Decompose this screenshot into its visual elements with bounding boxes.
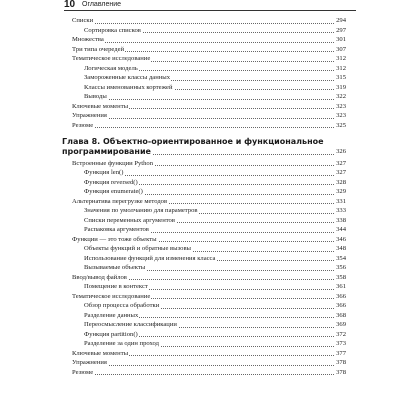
leader-dots	[72, 365, 346, 366]
toc-entry-title: Распаковка аргументов	[84, 226, 149, 233]
toc-entry-title: Резюме	[72, 121, 94, 129]
toc-entry-page: 323	[336, 102, 346, 110]
toc-entry-title: Объекты функций и обратные вызовы	[84, 245, 191, 252]
toc-entry-title: Функция enumerate()	[84, 188, 143, 195]
toc-entry-title: Значения по умолчанию для параметров	[84, 207, 198, 214]
toc-entry[interactable]	[72, 187, 346, 197]
toc-entry[interactable]	[72, 235, 346, 245]
toc-entry-title: Функция len()	[84, 169, 124, 176]
toc-entry[interactable]	[72, 311, 346, 321]
toc-entry-page: 338	[336, 216, 346, 224]
toc-entry-page: 361	[336, 283, 346, 290]
toc-entry-page: 327	[336, 169, 346, 176]
toc-entry-page: 348	[336, 245, 346, 252]
toc-entry-title: Функции — это тоже объекты	[72, 235, 157, 243]
toc-entry-title: Ключевые моменты	[72, 349, 129, 357]
toc-entry[interactable]	[72, 26, 346, 36]
toc-entry[interactable]	[72, 16, 346, 26]
toc-entry-title: Сортировка списков	[84, 26, 141, 34]
toc-entry-title: Использование функций для изменения класса	[84, 254, 216, 262]
toc-entry-title: Обзор процесса обработки	[84, 302, 160, 309]
chapter-page: 326	[336, 148, 346, 155]
toc-entry-page: 377	[336, 349, 346, 357]
toc-entry[interactable]	[72, 216, 346, 226]
leader-dots	[72, 374, 346, 375]
toc-entry[interactable]	[72, 254, 346, 264]
toc-entry[interactable]	[72, 301, 346, 311]
toc-entry[interactable]	[72, 206, 346, 216]
toc-entry[interactable]	[72, 73, 346, 83]
leader-dots	[72, 42, 346, 43]
toc-entry[interactable]	[72, 368, 346, 378]
toc-entry-page: 331	[336, 197, 346, 205]
toc-entry-page: 368	[336, 311, 346, 319]
toc-entry-title: Функция reversed()	[84, 178, 138, 186]
toc-entry[interactable]	[72, 168, 346, 178]
toc-section-bottom	[72, 159, 346, 378]
toc-entry[interactable]	[72, 159, 346, 169]
toc-entry-page: 322	[336, 93, 346, 100]
toc-entry-page: 358	[336, 273, 346, 281]
toc-entry-title: Встроенные функции Python	[72, 159, 154, 167]
toc-entry[interactable]	[72, 178, 346, 188]
toc-entry-page: 307	[336, 45, 346, 53]
toc-entry-title: Списки	[72, 17, 94, 24]
toc-entry-page: 356	[336, 264, 346, 271]
toc-entry[interactable]	[72, 54, 346, 64]
toc-entry-page: 366	[336, 302, 346, 309]
chapter-title[interactable]	[62, 136, 346, 147]
toc-entry[interactable]	[72, 282, 346, 292]
toc-entry-title: Вызываемые объекты	[84, 264, 146, 271]
toc-entry-page: 346	[336, 235, 346, 243]
toc-entry-title: Функция partition()	[84, 330, 138, 338]
toc-entry-page: 366	[336, 292, 346, 300]
toc-entry-title: Классы именованных кортежей	[84, 83, 173, 91]
toc-entry-page: 301	[336, 36, 346, 43]
toc-entry[interactable]	[72, 339, 346, 349]
toc-entry[interactable]	[72, 244, 346, 254]
toc-entry-page: 369	[336, 321, 346, 328]
toc-entry[interactable]	[72, 83, 346, 93]
table-of-contents	[62, 16, 346, 377]
leader-dots	[72, 118, 346, 119]
toc-entry[interactable]	[72, 111, 346, 121]
toc-entry-title: Альтернатива перегрузке методов	[72, 197, 168, 205]
toc-entry-page: 373	[336, 340, 346, 347]
toc-entry-page: 344	[336, 226, 346, 233]
toc-entry-page: 378	[336, 359, 346, 366]
toc-entry-title: Ключевые моменты	[72, 102, 129, 110]
toc-entry-title: Переосмысление классификации	[84, 321, 177, 328]
toc-entry-title: Разделение за один проход	[84, 340, 160, 347]
leader-dots	[72, 127, 346, 128]
toc-entry-page: 328	[336, 178, 346, 186]
toc-entry[interactable]	[72, 92, 346, 102]
toc-entry-title: Списки переменных аргументов	[84, 216, 175, 224]
toc-entry-page: 327	[336, 159, 346, 167]
toc-entry[interactable]	[72, 45, 346, 55]
toc-entry[interactable]	[72, 358, 346, 368]
toc-entry-title: Тематическое исследование	[72, 55, 151, 62]
toc-entry-title: Множества	[72, 36, 104, 43]
leader-dots	[84, 99, 346, 100]
toc-entry-title: Логическая модель	[84, 64, 138, 72]
running-header	[0, 0, 420, 10]
toc-entry-title: Разделение данных	[84, 311, 139, 319]
page-number: 10	[64, 0, 76, 10]
toc-entry[interactable]	[72, 349, 346, 359]
toc-entry-title: Помещение в контекст	[84, 283, 148, 290]
toc-entry-page: 319	[336, 83, 346, 91]
running-title: Оглавление	[82, 1, 122, 8]
toc-entry-title: Упражнения	[72, 112, 107, 119]
toc-entry[interactable]	[72, 35, 346, 45]
toc-entry-page: 315	[336, 74, 346, 81]
toc-entry-page: 333	[336, 207, 346, 214]
toc-entry[interactable]	[72, 197, 346, 207]
toc-entry-page: 297	[336, 26, 346, 34]
toc-entry[interactable]	[72, 320, 346, 330]
toc-entry-title: Ввод/вывод файлов	[72, 273, 127, 281]
toc-entry[interactable]	[72, 225, 346, 235]
toc-section-top	[72, 16, 346, 130]
toc-entry-page: 325	[336, 121, 346, 129]
toc-entry[interactable]	[72, 330, 346, 340]
toc-entry[interactable]	[72, 292, 346, 302]
toc-entry-title: Тематическое исследование	[72, 292, 151, 300]
chapter-title-line1: Глава 8. Объектно-ориентированное и функциональное	[62, 137, 324, 146]
toc-entry[interactable]	[72, 263, 346, 273]
leader-dots	[72, 23, 346, 24]
toc-entry-page: 312	[336, 64, 346, 72]
toc-entry-page: 294	[336, 17, 346, 24]
toc-entry-page: 323	[336, 112, 346, 119]
toc-entry-title: Три типа очередей	[72, 45, 125, 53]
chapter-title-row[interactable]	[62, 147, 346, 157]
toc-entry-title: Выводы	[84, 93, 107, 100]
toc-entry-title: Упражнения	[72, 359, 107, 366]
toc-entry[interactable]	[72, 121, 346, 131]
toc-entry-title: Резюме	[72, 368, 94, 376]
toc-entry[interactable]	[72, 102, 346, 112]
toc-entry-page: 372	[336, 330, 346, 338]
toc-entry-page: 354	[336, 254, 346, 262]
toc-entry-page: 312	[336, 55, 346, 62]
toc-entry-page: 329	[336, 188, 346, 195]
toc-entry-title: Замороженные классы данных	[84, 74, 171, 81]
toc-entry[interactable]	[72, 64, 346, 74]
toc-entry[interactable]	[72, 273, 346, 283]
toc-entry-page: 378	[336, 368, 346, 376]
chapter-title-line2: программирование	[62, 147, 151, 156]
header-rule	[64, 10, 356, 11]
